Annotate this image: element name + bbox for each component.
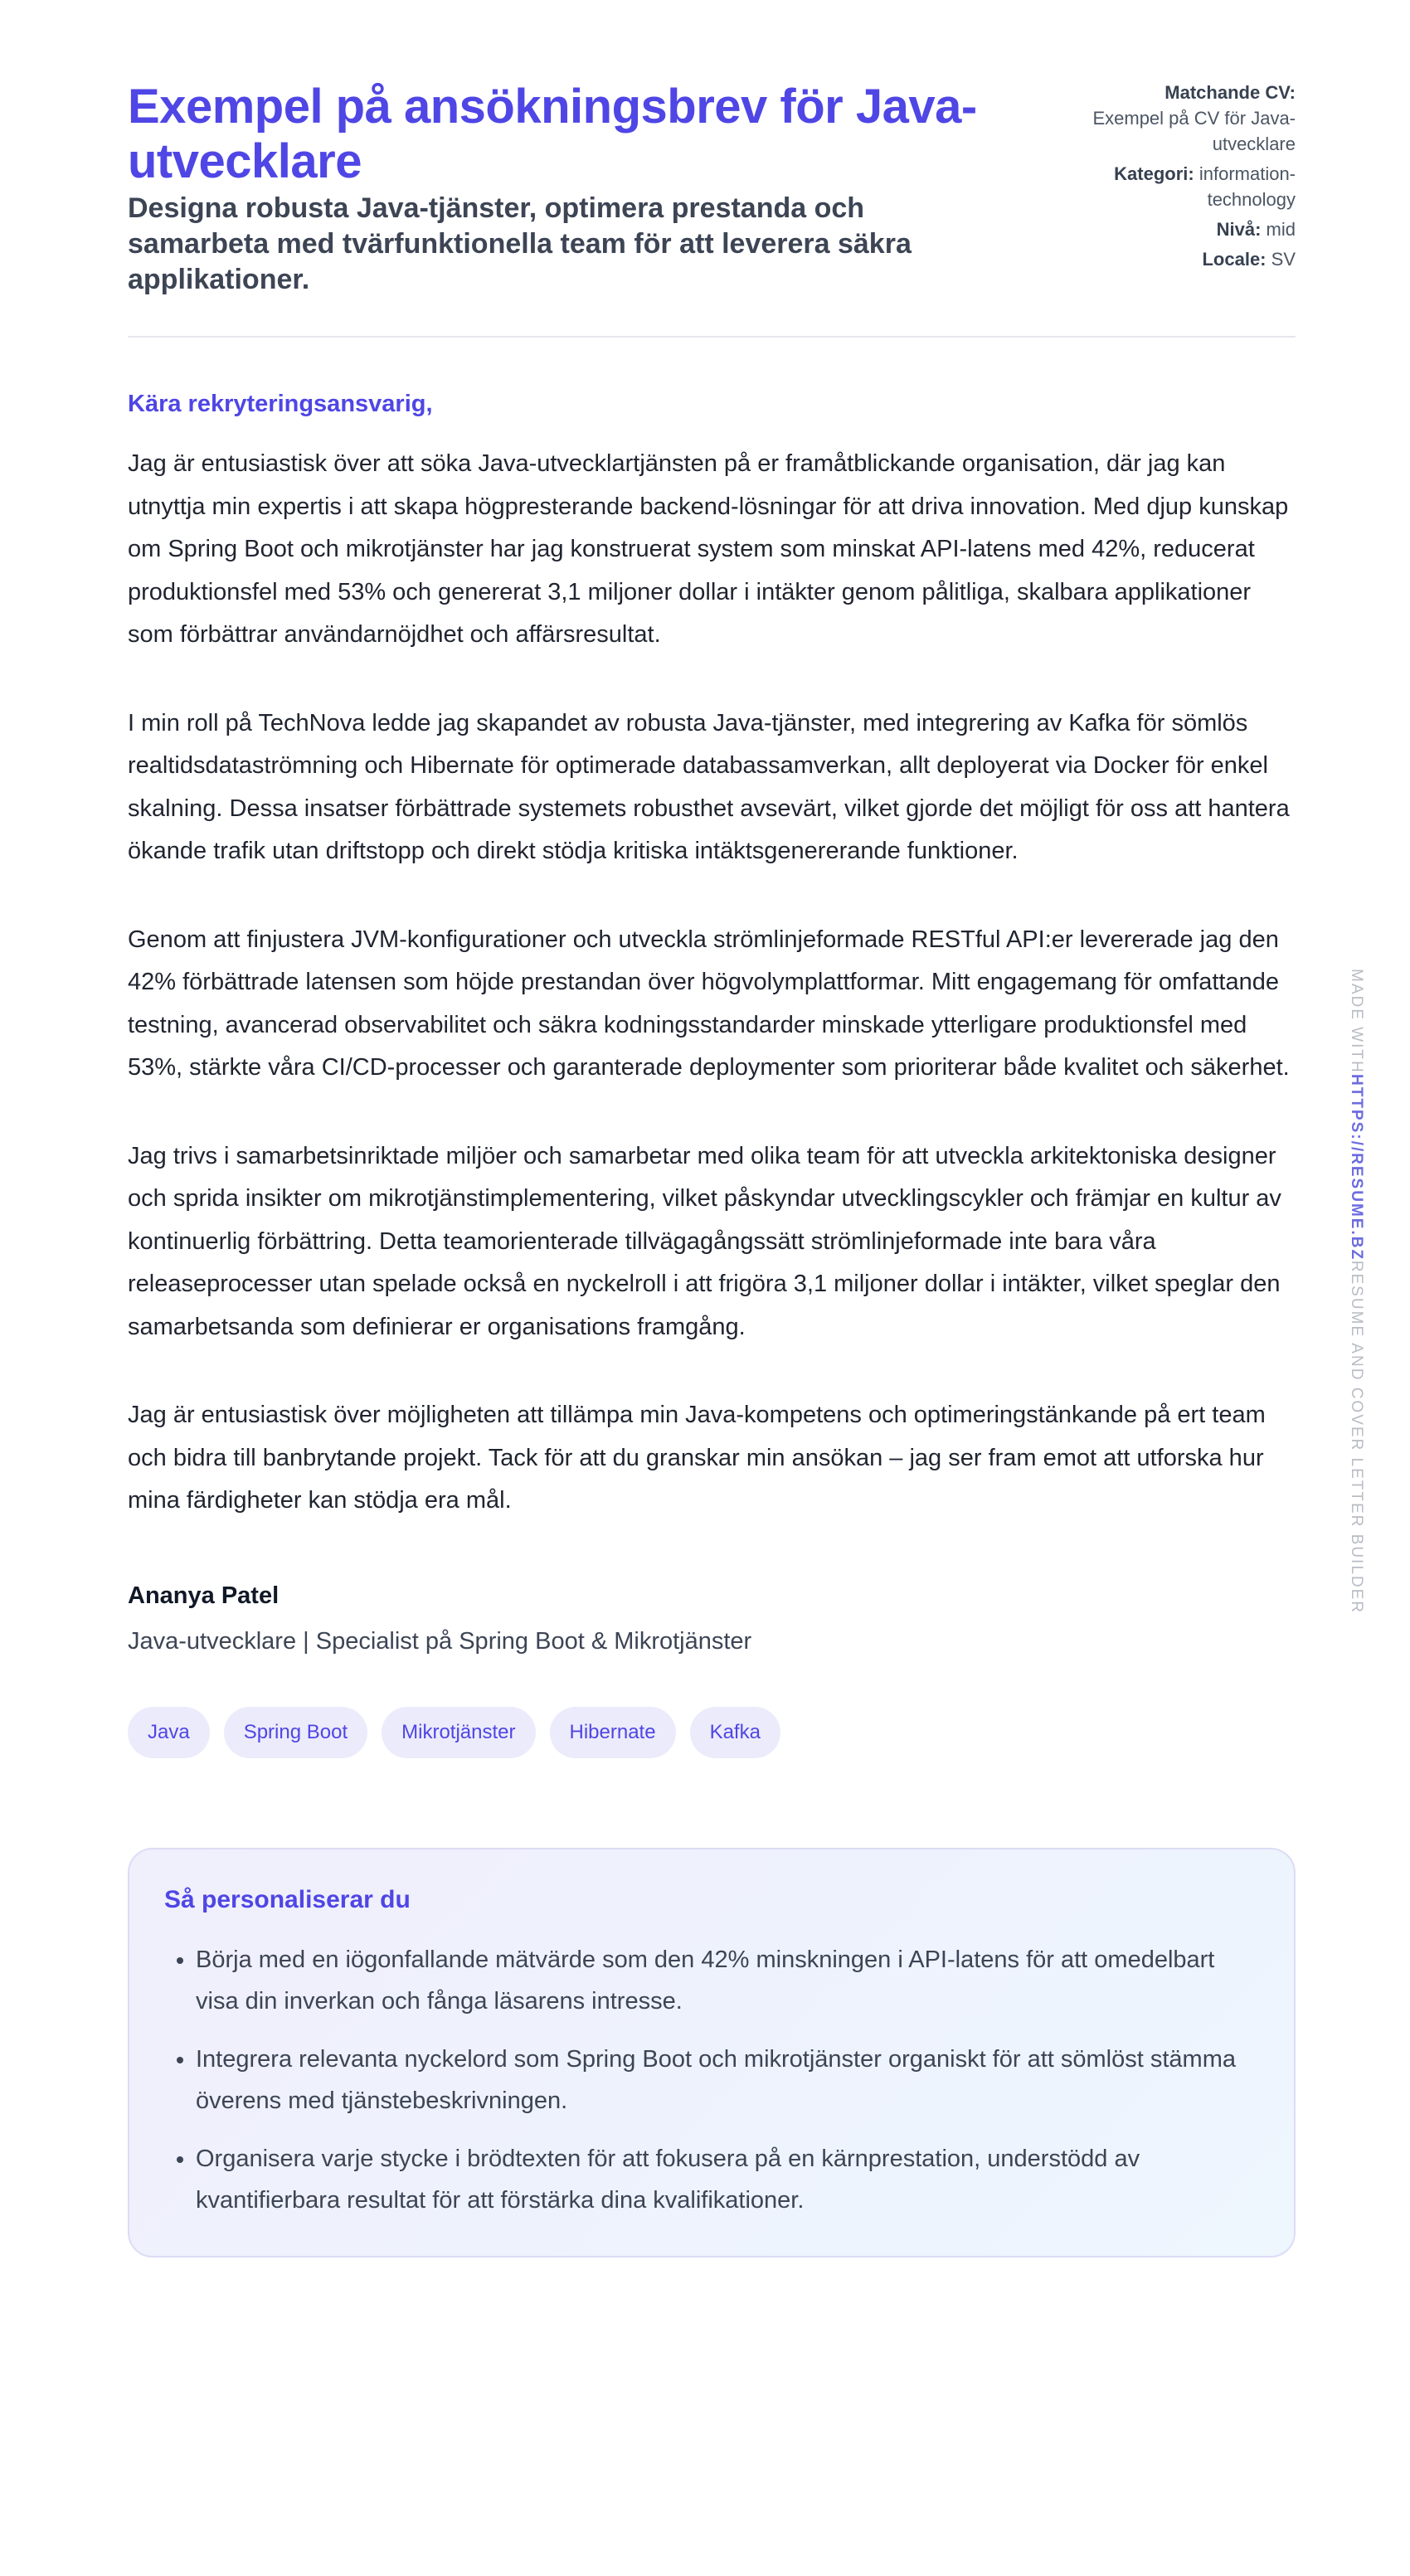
meta-locale	[1047, 246, 1296, 272]
meta-locale-label: Locale:	[1202, 249, 1267, 270]
skill-tag: Hibernate	[550, 1707, 676, 1758]
skill-tags	[128, 1707, 1296, 1758]
letter-body	[128, 443, 1296, 1523]
tips-title: Så personaliserar du	[164, 1885, 411, 1913]
tip-item: • Integrera relevanta nyckelord som Spring Boot och mikrotjänster organiskt för att sömlöst stämma överens med tjänstebeskrivningen.	[196, 2039, 1261, 2122]
page-subtitle: Designa robusta Java-tjänster, optimera prestanda och samarbeta med tvärfunktionella team för att leverera säkra applikationer.	[128, 192, 912, 295]
page-title: Exempel på ansökningsbrev för Java-utvecklare	[128, 80, 977, 188]
letter-paragraph: Genom att finjustera JVM-konfigurationer och utveckla strömlinjeformade RESTful API:er levererade jag den 42% förbättrade latensen som höjde prestandan över högvolymplattformar. Mitt engagemang för omfattande testning, avancerad observabilitet och säkra kodningsstandarder minskade ytterligare produktionsfel med 53%, stärkte våra CI/CD-processer och garanterade deploymenter som prioriterar både kvalitet och säkerhet.	[128, 926, 1290, 1081]
meta-cv-label: Matchande CV:	[1164, 82, 1296, 103]
page-header	[128, 80, 1296, 298]
made-with-watermark	[1347, 969, 1365, 1614]
meta-locale-value: SV	[1271, 249, 1296, 270]
signature-name: Ananya Patel	[128, 1582, 280, 1609]
letter-paragraph: I min roll på TechNova ledde jag skapandet av robusta Java-tjänster, med integrering av Kafka för sömlös realtidsdataströmning och Hibernate för optimerade databassamverkan, allt deployerat via Docker för enkel skalning. Dessa insatser förbättrade systemets robusthet avsevärt, vilket gjorde det möjligt för oss att hantera ökande trafik utan driftstopp och direkt stödja kritiska intäktsgenererande funktioner.	[128, 709, 1290, 864]
resume-bz-link[interactable]: HTTPS://RESUME.BZ	[1348, 1073, 1365, 1261]
header-divider	[128, 336, 1296, 338]
personalization-tips-box	[128, 1848, 1296, 2258]
matching-cv-link[interactable]: Exempel på CV för Java-utvecklare	[1092, 108, 1296, 154]
meta-cv	[1047, 80, 1296, 157]
skill-tag: Java	[128, 1707, 210, 1758]
letter-paragraph: Jag trivs i samarbetsinriktade miljöer och samarbetar med olika team för att utveckla arkitektoniska designer och sprida insikter om mikrotjänstimplementering, vilket påskyndar utvecklingscykler och främjar en kultur av kontinuerlig förbättring. Detta teamorienterade tillvägagångssätt strömlinjeformade inte bara våra releaseprocesser utan spelade också en nyckelroll i att frigöra 3,1 miljoner dollar i intäkter, vilket speglar den samarbetsanda som definierar er organisations framgång.	[128, 1142, 1281, 1340]
tip-item: • Organisera varje stycke i brödtexten för att fokusera på en kärnprestation, understödd av kvantifierbara resultat för att förstärka dina kvalifikationer.	[196, 2138, 1261, 2221]
meta-level-label: Nivå:	[1216, 219, 1262, 240]
tip-item: • Börja med en iögonfallande mätvärde som den 42% minskningen i API-latens för att omedelbart visa din inverkan och fånga läsarens intresse.	[196, 1939, 1261, 2022]
watermark-suffix: RESUME AND COVER LETTER BUILDER	[1348, 1260, 1365, 1615]
letter-paragraph: Jag är entusiastisk över möjligheten att tillämpa min Java-kompetens och optimeringstänkande på ert team och bidra till banbrytande projekt. Tack för att du granskar min ansökan – jag ser fram emot att utforska hur mina färdigheter kan stödja era mål.	[128, 1402, 1266, 1514]
meta-category-label: Kategori:	[1114, 163, 1194, 184]
watermark-prefix: MADE WITH	[1348, 969, 1365, 1074]
meta-level	[1047, 216, 1296, 242]
skill-tag: Mikrotjänster	[382, 1707, 535, 1758]
letter-paragraph: Jag är entusiastisk över att söka Java-utvecklartjänsten på er framåtblickande organisation, där jag kan utnyttja min expertis i att skapa högpresterande backend-lösningar för att driva innovation. Med djup kunskap om Spring Boot och mikrotjänster har jag konstruerat system som minskat API-latens med 42%, reducerat produktionsfel med 53% och genererat 3,1 miljoner dollar i intäkter genom pålitliga, skalbara applikationer som förbättrar användarnöjdhet och affärsresultat.	[128, 450, 1289, 648]
meta-category-value: information-technology	[1198, 163, 1296, 210]
skill-tag: Spring Boot	[224, 1707, 367, 1758]
tips-list	[164, 1939, 1261, 2221]
meta-category	[1047, 161, 1296, 212]
skill-tag: Kafka	[690, 1707, 780, 1758]
letter-greeting: Kära rekryteringsansvarig,	[128, 391, 433, 417]
signature-title: Java-utvecklare | Specialist på Spring Boot & Mikrotjänster	[128, 1627, 752, 1655]
cover-letter-page	[128, 80, 1296, 2258]
meta-panel	[1047, 80, 1296, 276]
meta-level-value: mid	[1266, 219, 1296, 240]
